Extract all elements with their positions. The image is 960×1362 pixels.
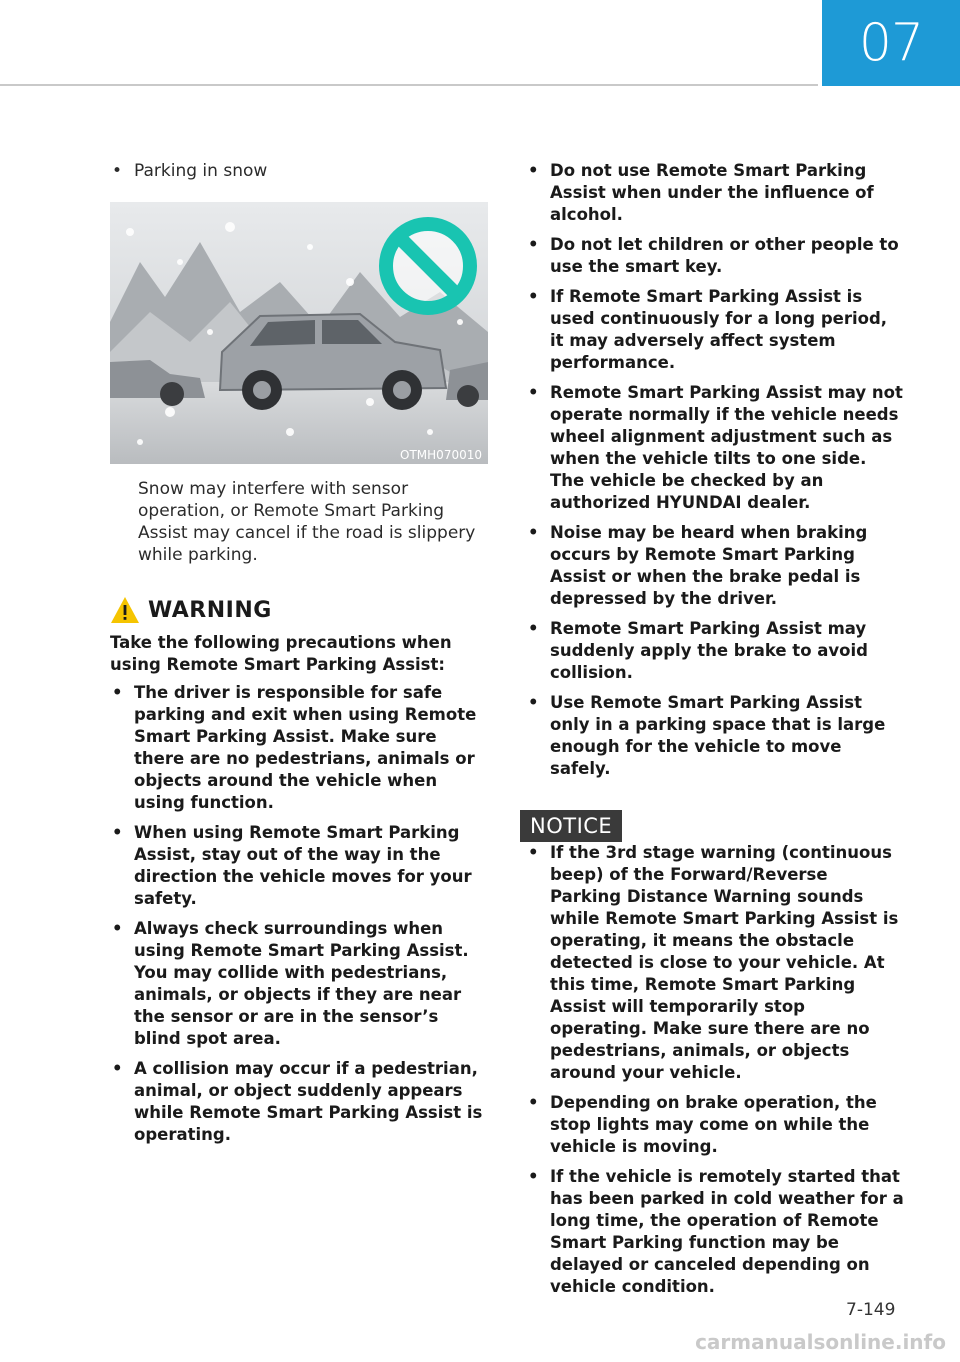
list-item: • Parking in snow (110, 160, 490, 182)
list-item: • Do not let children or other people to use the smart key. (526, 234, 904, 278)
warning-list (110, 682, 490, 1146)
list-item: • The driver is responsible for safe parking and exit when using Remote Smart Parking Assist. Make sure there are no pedestrians, animals or objects around the vehicle when using function. (110, 682, 490, 814)
list-item: • A collision may occur if a pedestrian, animal, or object suddenly appears while Remote Smart Parking Assist is operating. (110, 1058, 490, 1146)
list-item: • Noise may be heard when braking occurs by Remote Smart Parking Assist or when the brake pedal is depressed by the driver. (526, 522, 904, 610)
notice-list (526, 842, 904, 1298)
figure-caption: Snow may interfere with sensor operation, or Remote Smart Parking Assist may cancel if the road is slippery while parking. (138, 479, 476, 565)
figure-code: OTMH070010 (400, 448, 482, 462)
snow-parking-figure (110, 202, 488, 464)
page-number: 7-149 (846, 1300, 896, 1320)
prohibition-icon (380, 218, 476, 314)
chapter-tab (822, 0, 960, 86)
warning-triangle-icon (110, 596, 140, 624)
notice-label: NOTICE (520, 810, 622, 842)
list-item: • If the vehicle is remotely started that has been parked in cold weather for a long time, the operation of Remote Smart Parking function may be delayed or canceled depending on vehicle condition. (526, 1166, 904, 1298)
list-item: • Depending on brake operation, the stop lights may come on while the vehicle is moving. (526, 1092, 904, 1158)
list-item: • Always check surroundings when using Remote Smart Parking Assist. You may collide with pedestrians, animals, or objects if they are near the sensor or are in the sensor’s blind spot area. (110, 918, 490, 1050)
header-rule (0, 84, 818, 86)
left-column (110, 160, 490, 1146)
list-item: • Do not use Remote Smart Parking Assist when under the influence of alcohol. (526, 160, 904, 226)
list-item: • If Remote Smart Parking Assist is used continuously for a long period, it may adversely affect system performance. (526, 286, 904, 374)
list-item: • Remote Smart Parking Assist may suddenly apply the brake to avoid collision. (526, 618, 904, 684)
warning-header (110, 596, 490, 624)
list-item: • When using Remote Smart Parking Assist, stay out of the way in the direction the vehicle moves for your safety. (110, 822, 490, 910)
site-watermark: carmanualsonline.info (695, 1330, 946, 1354)
snow-scene-illustration (110, 202, 488, 464)
list-item: • If the 3rd stage warning (continuous beep) of the Forward/Reverse Parking Distance Warning sounds while Remote Smart Parking Assist is operating, it means the obstacle detected is close to your vehicle. At this time, Remote Smart Parking Assist will temporarily stop operating. Make sure there are no pedestrians, animals, or objects around your vehicle. (526, 842, 904, 1084)
right-column (526, 160, 904, 1298)
warning-intro: Take the following precautions when using Remote Smart Parking Assist: (110, 633, 452, 674)
list-item: • Remote Smart Parking Assist may not operate normally if the vehicle needs wheel alignment adjustment such as when the vehicle tilts to one side. The vehicle be checked by an authorized HYUNDAI dealer. (526, 382, 904, 514)
chapter-number: 07 (858, 13, 924, 73)
intro-list (110, 160, 490, 182)
warning-list-continued (526, 160, 904, 780)
warning-title: WARNING (148, 597, 272, 623)
list-item: • Use Remote Smart Parking Assist only in a parking space that is large enough for the vehicle to move safely. (526, 692, 904, 780)
